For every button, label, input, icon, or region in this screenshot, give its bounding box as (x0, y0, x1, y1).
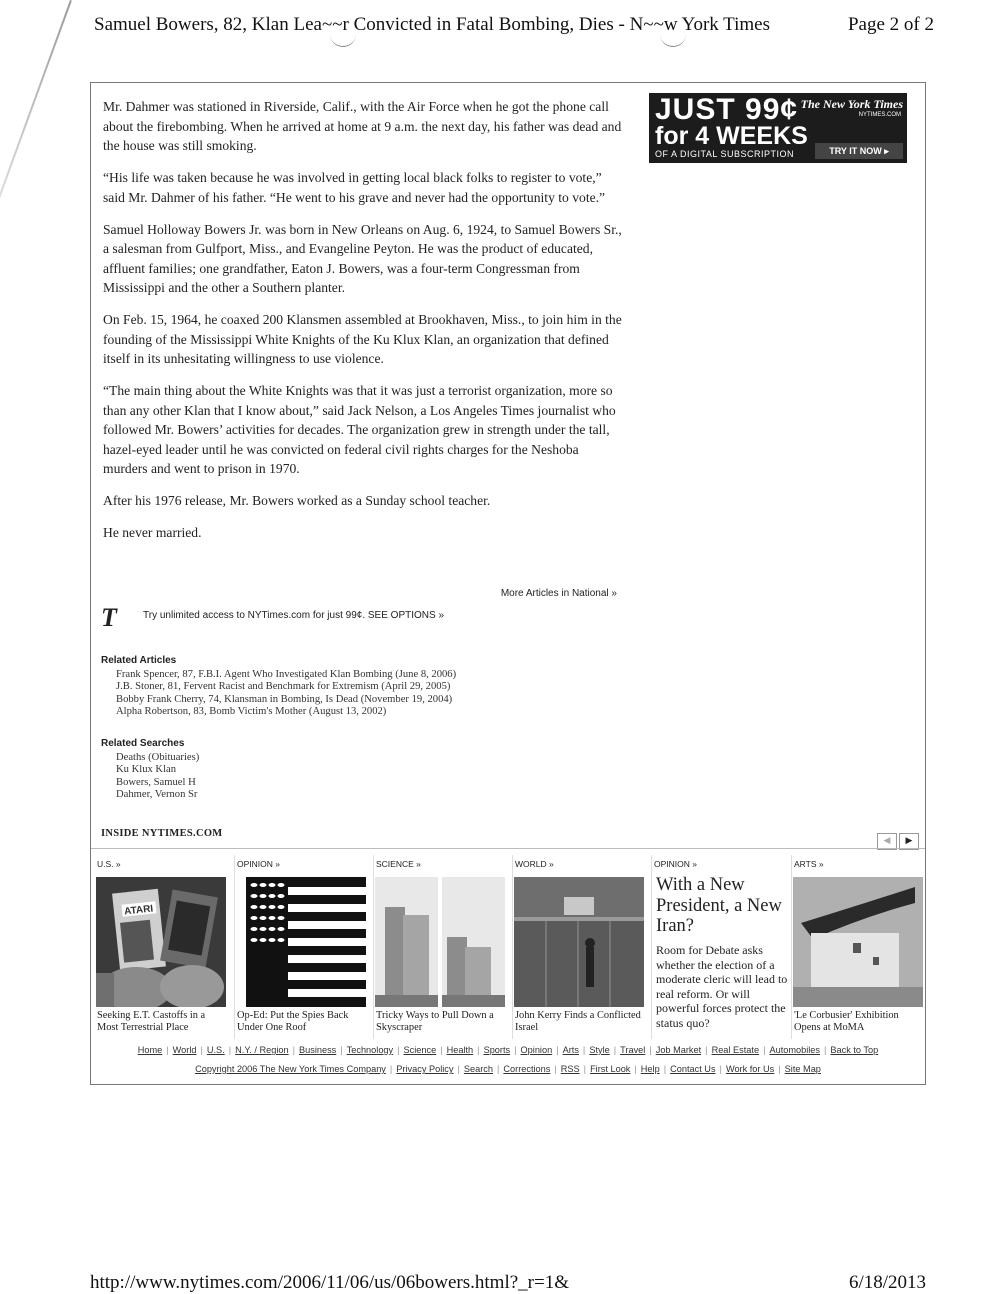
article-body (103, 97, 625, 555)
card-section-label[interactable]: WORLD » (515, 859, 554, 869)
related-search-link[interactable]: Bowers, Samuel H (116, 776, 196, 788)
le-corbusier-chapel-photo[interactable] (793, 877, 923, 1007)
card-section-label[interactable]: SCIENCE » (376, 859, 421, 869)
card-section-label[interactable]: OPINION » (654, 859, 697, 869)
footer-link[interactable]: Search (463, 1064, 493, 1074)
nyt-logo-sub: NYTIMES.COM (858, 112, 901, 118)
inside-card-science[interactable] (373, 855, 508, 1039)
footer-link[interactable]: Copyright 2006 The New York Times Company (195, 1064, 386, 1074)
footer-separator: | (634, 1064, 637, 1074)
footer-separator: | (613, 1045, 617, 1055)
skyscraper-photo[interactable] (375, 877, 505, 1007)
footer-link[interactable]: Real Estate (711, 1045, 760, 1055)
card-section-label[interactable]: OPINION » (237, 859, 280, 869)
footer-separator: | (389, 1064, 393, 1074)
print-page-number: Page 2 of 2 (847, 14, 934, 35)
article-paragraph: After his 1976 release, Mr. Bowers worked as a Sunday school teacher. (103, 493, 491, 508)
footer-link[interactable]: Health (446, 1045, 474, 1055)
footer-separator: | (824, 1045, 827, 1055)
footer-separator: | (228, 1045, 232, 1055)
footer-link[interactable]: Work for Us (725, 1064, 775, 1074)
card-caption-link[interactable]: Tricky Ways to Pull Down a Skyscraper (376, 1010, 494, 1033)
nyt-t-logo-icon: T (101, 603, 117, 632)
article-paragraph: “His life was taken because he was involved in getting local black folks to register to vote,” said Mr. Dahmer of his father. “He went to his grave and never had the opportunity to vote.” (103, 170, 606, 205)
footer-separator: | (340, 1045, 343, 1055)
footer-separator: | (719, 1064, 722, 1074)
card-caption-link[interactable]: Op-Ed: Put the Spies Back Under One Roof (237, 1010, 349, 1033)
footer-link[interactable]: Home (137, 1045, 163, 1055)
footer-link[interactable]: Corrections (503, 1064, 551, 1074)
related-article-link[interactable]: Bobby Frank Cherry, 74, Klansman in Bombing, Is Dead (November 19, 2004) (116, 693, 453, 705)
try-it-now-button[interactable]: TRY IT NOW ▸ (815, 143, 903, 159)
related-searches-heading: Related Searches (101, 738, 185, 749)
punch-hole-mark (330, 28, 356, 47)
footer-link[interactable]: Site Map (784, 1064, 821, 1074)
card-section-label[interactable]: U.S. » (97, 859, 121, 869)
footer-separator: | (554, 1064, 557, 1074)
ad-duration: for 4 WEEKS (655, 122, 808, 150)
footer-separator: | (649, 1045, 652, 1055)
punch-hole-mark (660, 28, 686, 47)
footer-link[interactable]: First Look (590, 1064, 631, 1074)
ad-price: JUST 99¢ (655, 93, 799, 126)
footer-link[interactable]: Job Market (655, 1045, 702, 1055)
footer-separator: | (397, 1045, 400, 1055)
card-section-label[interactable]: ARTS » (794, 859, 824, 869)
footer-nav (91, 1045, 925, 1055)
footer-link[interactable]: Sports (483, 1045, 511, 1055)
footer-link[interactable]: Back to Top (830, 1045, 879, 1055)
carousel-prev-icon[interactable]: ◀ (877, 833, 897, 850)
footer-separator: | (556, 1045, 559, 1055)
inside-card-us[interactable] (95, 855, 229, 1039)
footer-separator: | (440, 1045, 443, 1055)
divider (91, 848, 925, 849)
inside-card-opinion-iran[interactable] (651, 855, 790, 1039)
footer-separator: | (292, 1045, 295, 1055)
footer-separator: | (200, 1045, 203, 1055)
print-title: Samuel Bowers, 82, Klan Lea~~r Convicted in Fatal Bombing, Dies - N~~w York Times (94, 14, 771, 35)
article-paragraph: “The main thing about the White Knights was that it was just a terrorist organization, more so than any other Klan that I know about,” said Jack Nelson, a Los Angeles Times journalist who followed Mr. Bowers’ activities for decades. The organization grew in strength under the tall, hazel-eyed leader until he was convicted on federal civil rights charges for the Neshoba murders and went to prison in 1970. (103, 383, 616, 476)
footer-separator: | (457, 1064, 460, 1074)
related-searches (101, 738, 601, 802)
footer-links (91, 1064, 925, 1074)
separation-wall-photo[interactable] (514, 877, 644, 1007)
footer-link[interactable]: Privacy Policy (396, 1064, 454, 1074)
article-paragraph: Mr. Dahmer was stationed in Riverside, Calif., with the Air Force when he got the phone call about the firebombing. When he arrived at home at 9 a.m. the next day, his father was dead and the house was still smoking. (103, 99, 622, 153)
related-search-link[interactable]: Deaths (Obituaries) (116, 752, 200, 763)
subscription-ad[interactable] (649, 93, 907, 163)
footer-link[interactable]: Help (640, 1064, 660, 1074)
card-caption-link[interactable]: 'Le Corbusier' Exhibition Opens at MoMA (794, 1010, 899, 1033)
footer-link[interactable]: World (172, 1045, 197, 1055)
inside-card-arts[interactable] (791, 855, 926, 1039)
article-paragraph: On Feb. 15, 1964, he coaxed 200 Klansmen assembled at Brookhaven, Miss., to join him in the founding of the Mississippi White Knights of the Ku Klux Klan, an organization that defined itself in its unhesitating willingness to use violence. (103, 312, 622, 366)
related-article-link[interactable]: Alpha Robertson, 83, Bomb Victim's Mother (August 13, 2002) (116, 706, 387, 718)
footer-separator: | (514, 1045, 517, 1055)
card-caption-link[interactable]: John Kerry Finds a Conflicted Israel (515, 1010, 641, 1033)
footer-separator: | (778, 1064, 781, 1074)
print-url: http://www.nytimes.com/2006/11/06/us/06bowers.html?_r=1& (90, 1272, 569, 1293)
eye-flag-illustration[interactable] (236, 877, 366, 1007)
ad-subtitle: OF A DIGITAL SUBSCRIPTION (655, 149, 795, 159)
footer-link[interactable]: U.S. (206, 1045, 225, 1055)
footer-link[interactable]: Arts (562, 1045, 579, 1055)
footer-link[interactable]: Travel (620, 1045, 646, 1055)
footer-separator: | (763, 1045, 766, 1055)
nyt-logo: The New York Times (800, 97, 903, 111)
related-search-link[interactable]: Ku Klux Klan (116, 764, 177, 776)
inside-carousel-controls (875, 830, 919, 850)
footer-separator: | (705, 1045, 708, 1055)
inside-card-opinion-spies[interactable] (234, 855, 369, 1039)
footer-link[interactable]: Technology (346, 1045, 394, 1055)
footer-link[interactable]: Contact Us (670, 1064, 716, 1074)
article-paragraph: Samuel Holloway Bowers Jr. was born in New Orleans on Aug. 6, 1924, to Samuel Bowers Sr., a salesman from Gulfport, Miss., and Evangeline Peyton. He was the product of educated, affluent families; one grandfather, Eaton J. Bowers, was a four-term Congressman from Mississippi and the other a Southern planter. (103, 221, 622, 295)
opinion-headline-link[interactable]: With a New President, a New Iran? (656, 875, 782, 936)
page-corner-crease (0, 0, 72, 198)
footer-link[interactable]: Style (589, 1045, 610, 1055)
article-paragraph: He never married. (103, 525, 202, 540)
related-article-link[interactable]: J.B. Stoner, 81, Fervent Racist and Benchmark for Extremism (April 29, 2005) (116, 681, 451, 693)
footer-separator: | (166, 1045, 169, 1055)
footer-separator: | (477, 1045, 480, 1055)
footer-link[interactable]: Automobiles (769, 1045, 821, 1055)
atari-label: ATARI (123, 903, 154, 918)
print-date: 6/18/2013 (848, 1272, 926, 1293)
footer-link[interactable]: Business (298, 1045, 337, 1055)
related-articles (101, 655, 601, 719)
atari-cartridges-photo[interactable] (96, 877, 226, 1007)
subscription-promo-link[interactable]: Try unlimited access to NYTimes.com for just 99¢. SEE OPTIONS » (143, 610, 445, 621)
footer-link[interactable]: N.Y. / Region (235, 1045, 289, 1055)
footer-separator: | (663, 1064, 667, 1074)
inside-card-world[interactable] (512, 855, 647, 1039)
related-articles-heading: Related Articles (101, 655, 177, 666)
footer-link[interactable]: Opinion (520, 1045, 553, 1055)
related-search-link[interactable]: Dahmer, Vernon Sr (116, 789, 198, 801)
more-articles-link[interactable]: More Articles in National » (500, 588, 617, 599)
footer-separator: | (582, 1045, 586, 1055)
card-caption-link[interactable]: Seeking E.T. Castoffs in a Most Terrestrial Place (97, 1010, 206, 1033)
inside-cards (95, 855, 925, 1039)
footer-separator: | (497, 1064, 500, 1074)
footer-separator: | (583, 1064, 587, 1074)
carousel-next-icon[interactable]: ▶ (899, 833, 919, 850)
print-header (94, 14, 934, 44)
related-article-link[interactable]: Frank Spencer, 87, F.B.I. Agent Who Investigated Klan Bombing (June 8, 2006) (116, 669, 457, 680)
inside-nytimes-heading: INSIDE NYTIMES.COM (101, 828, 223, 839)
footer-link[interactable]: RSS (560, 1064, 580, 1074)
footer-link[interactable]: Science (403, 1045, 437, 1055)
page-frame (90, 82, 926, 1085)
opinion-summary: Room for Debate asks whether the election of a moderate cleric will lead to real reform. Or will powerful forces protect the status quo? (656, 943, 788, 1030)
